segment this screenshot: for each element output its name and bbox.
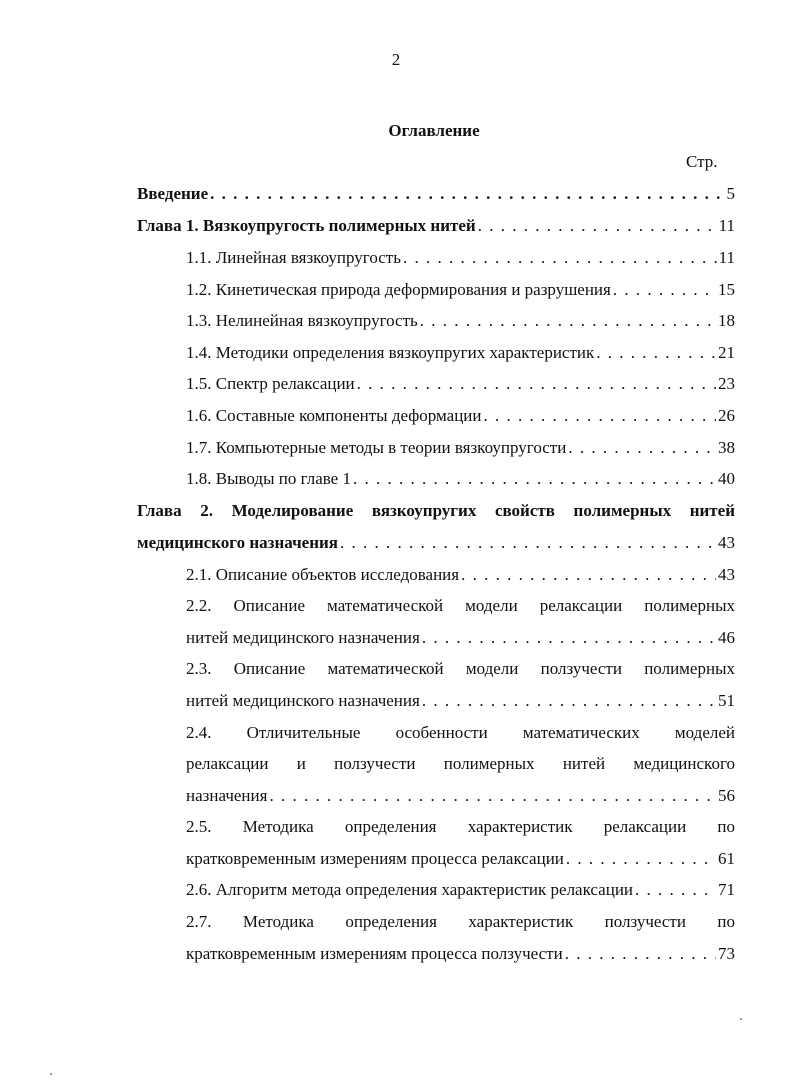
toc-entry-page: 5: [726, 184, 735, 203]
toc-entry-page: 15: [718, 280, 735, 299]
leader-dots: [566, 847, 716, 871]
toc-entry-page: 23: [718, 374, 735, 393]
toc-entry[interactable]: [137, 182, 735, 206]
toc-entry[interactable]: [186, 246, 735, 270]
toc-entry[interactable]: [186, 626, 735, 650]
toc-entry-page: 21: [718, 343, 735, 362]
toc-entry-text: Введение: [137, 184, 209, 203]
toc-entry-text: 2.4. Отличительные особенности математических моделей: [186, 723, 735, 742]
leader-dots: [568, 436, 716, 460]
toc-entry-page: 38: [718, 438, 735, 457]
toc-entry-page: 43: [718, 533, 735, 552]
leader-dots: [403, 246, 717, 270]
toc-entry-text: 2.7. Методика определения характеристик ползучести по: [186, 912, 735, 931]
leader-dots: [353, 467, 716, 491]
toc-entry[interactable]: [137, 214, 735, 238]
toc-entry-text: 1.4. Методики определения вязкоупругих характеристик: [186, 343, 595, 362]
leader-dots: [340, 531, 716, 555]
leader-dots: [269, 784, 716, 808]
toc-entry[interactable]: [186, 309, 735, 333]
toc-entry-text: 1.8. Выводы по главе 1: [186, 469, 351, 488]
toc-entry-text: 1.1. Линейная вязкоупругость: [186, 248, 401, 267]
toc-entry-text: назначения: [186, 786, 268, 805]
toc-entry-page: 18: [718, 311, 735, 330]
leader-dots: [422, 626, 716, 650]
toc-entry-text: 2.6. Алгоритм метода определения характеристик релаксации: [186, 880, 634, 899]
toc-entry-page: 40: [718, 469, 735, 488]
toc-entry-line[interactable]: [186, 657, 735, 681]
scan-speck: [740, 1018, 742, 1020]
toc-entry[interactable]: [137, 531, 735, 555]
toc-entry-line[interactable]: [137, 499, 735, 523]
toc-entry-line[interactable]: [186, 594, 735, 618]
toc-entry-page: 61: [718, 849, 735, 868]
page-number: 2: [391, 50, 401, 69]
toc-entry-page: 26: [718, 406, 735, 425]
toc-entry[interactable]: [186, 278, 735, 302]
leader-dots: [596, 341, 716, 365]
toc-entry-text: 2.3. Описание математической модели ползучести полимерных: [186, 659, 735, 678]
toc-entry-text: кратковременным измерениям процесса ползучести: [186, 944, 563, 963]
page-title: Оглавление: [388, 121, 480, 140]
leader-dots: [357, 372, 716, 396]
toc-entry-text: нитей медицинского назначения: [186, 628, 420, 647]
toc-entry[interactable]: [186, 404, 735, 428]
toc-entry[interactable]: [186, 942, 735, 966]
toc-entry-text: 2.2. Описание математической модели релаксации полимерных: [186, 596, 735, 615]
toc-entry-text: релаксации и ползучести полимерных нитей медицинского: [186, 754, 735, 773]
toc-entry-line[interactable]: [186, 752, 735, 776]
scan-speck: [50, 1073, 52, 1075]
leader-dots: [478, 214, 717, 238]
toc-entry-text: нитей медицинского назначения: [186, 691, 420, 710]
leader-dots: [461, 563, 716, 587]
leader-dots: [635, 878, 716, 902]
toc-entry-page: 11: [718, 216, 735, 235]
toc-entry-text: 1.6. Составные компоненты деформации: [186, 406, 482, 425]
leader-dots: [210, 182, 724, 206]
toc-entry-text: 1.3. Нелинейная вязкоупругость: [186, 311, 418, 330]
toc-entry[interactable]: [186, 784, 735, 808]
page-column-label: Стр.: [686, 152, 718, 171]
toc-entry-text: кратковременным измерениям процесса релаксации: [186, 849, 564, 868]
toc-entry-page: 46: [718, 628, 735, 647]
toc-entry[interactable]: [186, 341, 735, 365]
toc-entry-text: 1.7. Компьютерные методы в теории вязкоупругости: [186, 438, 567, 457]
toc-entry-text: медицинского назначения: [137, 533, 339, 552]
leader-dots: [420, 309, 716, 333]
toc-entry[interactable]: [186, 689, 735, 713]
toc-entry[interactable]: [186, 372, 735, 396]
toc-entry-text: Глава 1. Вязкоупругость полимерных нитей: [137, 216, 476, 235]
toc-entry[interactable]: [186, 467, 735, 491]
leader-dots: [565, 942, 716, 966]
toc-entry[interactable]: [186, 563, 735, 587]
toc-entry-text: 1.2. Кинетическая природа деформирования и разрушения: [186, 280, 611, 299]
toc-entry-page: 73: [718, 944, 735, 963]
toc-entry-text: Глава 2. Моделирование вязкоупругих свойств полимерных нитей: [137, 501, 735, 520]
toc-entry-line[interactable]: [186, 815, 735, 839]
toc-entry-line[interactable]: [186, 910, 735, 934]
leader-dots: [422, 689, 716, 713]
toc-entry-line[interactable]: [186, 721, 735, 745]
toc-entry-text: 2.5. Методика определения характеристик релаксации по: [186, 817, 735, 836]
toc-entry[interactable]: [186, 878, 735, 902]
toc-entry-page: 56: [718, 786, 735, 805]
toc-entry-page: 71: [718, 880, 735, 899]
toc-entry-page: 11: [718, 248, 735, 267]
toc-entry-page: 43: [718, 565, 735, 584]
leader-dots: [613, 278, 716, 302]
toc-entry-text: 2.1. Описание объектов исследования: [186, 565, 460, 584]
toc-entry[interactable]: [186, 847, 735, 871]
toc-entry-text: 1.5. Спектр релаксации: [186, 374, 355, 393]
toc-entry-page: 51: [718, 691, 735, 710]
leader-dots: [484, 404, 717, 428]
toc-entry[interactable]: [186, 436, 735, 460]
